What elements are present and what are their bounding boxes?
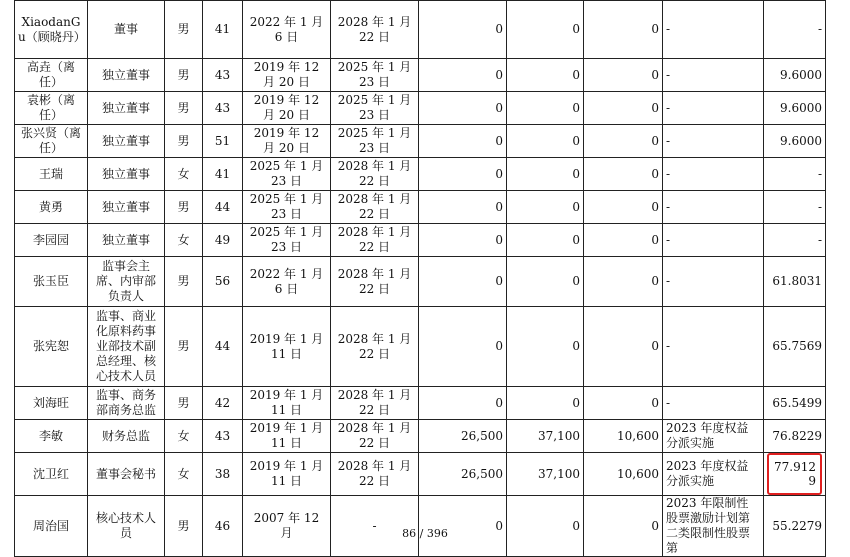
- age-cell: 46: [203, 496, 243, 557]
- table-row: [15, 307, 826, 387]
- share-change-cell: 10,600: [584, 420, 663, 453]
- term-start-cell: 2022 年 1 月 6 日: [243, 257, 331, 307]
- change-reason-cell: -: [663, 307, 764, 387]
- shares-end-cell: 0: [507, 387, 584, 420]
- term-end-cell: 2028 年 1 月 22 日: [331, 257, 419, 307]
- compensation-cell: 65.7569: [764, 307, 826, 387]
- term-end-cell: 2028 年 1 月 22 日: [331, 387, 419, 420]
- share-change-cell: 0: [584, 92, 663, 125]
- shares-end-cell: 0: [507, 257, 584, 307]
- age-cell: 43: [203, 420, 243, 453]
- gender-cell: 女: [165, 158, 203, 191]
- person-name-cell: 黄勇: [15, 191, 88, 224]
- shares-end-cell: 37,100: [507, 420, 584, 453]
- table-row: [15, 92, 826, 125]
- person-name-cell: 沈卫红: [15, 453, 88, 496]
- term-end-cell: 2028 年 1 月 22 日: [331, 453, 419, 496]
- term-start-cell: 2025 年 1 月 23 日: [243, 158, 331, 191]
- term-end-cell: 2028 年 1 月 22 日: [331, 191, 419, 224]
- share-change-cell: 0: [584, 307, 663, 387]
- title-cell: 独立董事: [88, 158, 165, 191]
- title-cell: 独立董事: [88, 191, 165, 224]
- share-change-cell: 0: [584, 387, 663, 420]
- table-row: [15, 1, 826, 59]
- term-end-cell: 2025 年 1 月 23 日: [331, 125, 419, 158]
- shares-begin-cell: 0: [419, 191, 507, 224]
- change-reason-cell: -: [663, 387, 764, 420]
- table-row: [15, 59, 826, 92]
- share-change-cell: 10,600: [584, 453, 663, 496]
- person-name-cell: 高垚（离任）: [15, 59, 88, 92]
- age-cell: 43: [203, 59, 243, 92]
- table-row: [15, 158, 826, 191]
- table-row: [15, 420, 826, 453]
- highlighted-compensation: 77.9129: [767, 453, 822, 495]
- term-start-cell: 2019 年 1 月 11 日: [243, 387, 331, 420]
- term-end-cell: 2028 年 1 月 22 日: [331, 224, 419, 257]
- term-end-cell: -: [331, 496, 419, 557]
- person-name-cell: XiaodanGu（顾晓丹）: [15, 1, 88, 59]
- shares-end-cell: 0: [507, 307, 584, 387]
- age-cell: 42: [203, 387, 243, 420]
- shares-end-cell: 0: [507, 125, 584, 158]
- share-change-cell: 0: [584, 125, 663, 158]
- age-cell: 51: [203, 125, 243, 158]
- table-row: [15, 496, 826, 557]
- change-reason-cell: 2023 年限制性股票激励计划第二类限制性股票第: [663, 496, 764, 557]
- term-start-cell: 2019 年 12 月 20 日: [243, 92, 331, 125]
- change-reason-cell: -: [663, 92, 764, 125]
- age-cell: 56: [203, 257, 243, 307]
- compensation-cell: 65.5499: [764, 387, 826, 420]
- share-change-cell: 0: [584, 59, 663, 92]
- shares-begin-cell: 26,500: [419, 420, 507, 453]
- title-cell: 独立董事: [88, 125, 165, 158]
- age-cell: 44: [203, 191, 243, 224]
- change-reason-cell: -: [663, 158, 764, 191]
- compensation-cell: 76.8229: [764, 420, 826, 453]
- compensation-cell: -: [764, 224, 826, 257]
- gender-cell: 女: [165, 224, 203, 257]
- term-end-cell: 2025 年 1 月 23 日: [331, 92, 419, 125]
- change-reason-cell: -: [663, 224, 764, 257]
- table-row: [15, 257, 826, 307]
- table-row: [15, 224, 826, 257]
- compensation-cell: [764, 453, 826, 496]
- person-name-cell: 张玉臣: [15, 257, 88, 307]
- title-cell: 独立董事: [88, 59, 165, 92]
- table-row: [15, 125, 826, 158]
- title-cell: 核心技术人员: [88, 496, 165, 557]
- term-start-cell: 2007 年 12 月: [243, 496, 331, 557]
- gender-cell: 男: [165, 59, 203, 92]
- gender-cell: 女: [165, 453, 203, 496]
- term-end-cell: 2028 年 1 月 22 日: [331, 307, 419, 387]
- gender-cell: 男: [165, 1, 203, 59]
- term-start-cell: 2019 年 1 月 11 日: [243, 420, 331, 453]
- person-name-cell: 周治国: [15, 496, 88, 557]
- title-cell: 董事: [88, 1, 165, 59]
- person-name-cell: 刘海旺: [15, 387, 88, 420]
- shares-begin-cell: 0: [419, 257, 507, 307]
- shares-end-cell: 0: [507, 158, 584, 191]
- compensation-cell: 9.6000: [764, 125, 826, 158]
- term-start-cell: 2025 年 1 月 23 日: [243, 224, 331, 257]
- age-cell: 38: [203, 453, 243, 496]
- person-name-cell: 李园园: [15, 224, 88, 257]
- compensation-cell: 9.6000: [764, 59, 826, 92]
- change-reason-cell: 2023 年度权益分派实施: [663, 420, 764, 453]
- share-change-cell: 0: [584, 496, 663, 557]
- shares-end-cell: 0: [507, 224, 584, 257]
- shares-begin-cell: 0: [419, 307, 507, 387]
- gender-cell: 男: [165, 92, 203, 125]
- compensation-cell: 61.8031: [764, 257, 826, 307]
- shares-begin-cell: 0: [419, 496, 507, 557]
- table-row: [15, 191, 826, 224]
- person-name-cell: 张兴贤（离任）: [15, 125, 88, 158]
- gender-cell: 男: [165, 387, 203, 420]
- shares-end-cell: 0: [507, 191, 584, 224]
- shares-begin-cell: 0: [419, 125, 507, 158]
- gender-cell: 男: [165, 257, 203, 307]
- term-start-cell: 2025 年 1 月 23 日: [243, 191, 331, 224]
- share-change-cell: 0: [584, 257, 663, 307]
- shares-end-cell: 37,100: [507, 453, 584, 496]
- person-name-cell: 袁彬（离任）: [15, 92, 88, 125]
- age-cell: 44: [203, 307, 243, 387]
- gender-cell: 男: [165, 191, 203, 224]
- share-change-cell: 0: [584, 1, 663, 59]
- shares-begin-cell: 0: [419, 224, 507, 257]
- age-cell: 41: [203, 1, 243, 59]
- officer-table: [14, 0, 826, 557]
- gender-cell: 男: [165, 496, 203, 557]
- shares-end-cell: 0: [507, 1, 584, 59]
- title-cell: 董事会秘书: [88, 453, 165, 496]
- table-row: [15, 387, 826, 420]
- shares-begin-cell: 0: [419, 59, 507, 92]
- shares-begin-cell: 0: [419, 92, 507, 125]
- age-cell: 43: [203, 92, 243, 125]
- term-start-cell: 2019 年 1 月 11 日: [243, 307, 331, 387]
- shares-end-cell: 0: [507, 59, 584, 92]
- share-change-cell: 0: [584, 191, 663, 224]
- page-number: 86 / 396: [402, 527, 448, 540]
- title-cell: 独立董事: [88, 92, 165, 125]
- shares-begin-cell: 0: [419, 158, 507, 191]
- gender-cell: 男: [165, 125, 203, 158]
- table-body: [15, 1, 826, 557]
- title-cell: 监事、商业化原料药事业部技术副总经理、核心技术人员: [88, 307, 165, 387]
- age-cell: 41: [203, 158, 243, 191]
- compensation-cell: 55.2279: [764, 496, 826, 557]
- term-start-cell: 2019 年 12 月 20 日: [243, 59, 331, 92]
- change-reason-cell: -: [663, 125, 764, 158]
- shares-begin-cell: 26,500: [419, 453, 507, 496]
- shares-begin-cell: 0: [419, 1, 507, 59]
- title-cell: 监事、商务部商务总监: [88, 387, 165, 420]
- shares-end-cell: 0: [507, 92, 584, 125]
- person-name-cell: 王瑞: [15, 158, 88, 191]
- term-end-cell: 2028 年 1 月 22 日: [331, 420, 419, 453]
- term-start-cell: 2019 年 1 月 11 日: [243, 453, 331, 496]
- person-name-cell: 李敏: [15, 420, 88, 453]
- compensation-cell: 9.6000: [764, 92, 826, 125]
- compensation-cell: -: [764, 158, 826, 191]
- change-reason-cell: -: [663, 59, 764, 92]
- person-name-cell: 张宪恕: [15, 307, 88, 387]
- term-end-cell: 2025 年 1 月 23 日: [331, 59, 419, 92]
- gender-cell: 女: [165, 420, 203, 453]
- table-row: [15, 453, 826, 496]
- change-reason-cell: -: [663, 191, 764, 224]
- term-end-cell: 2028 年 1 月 22 日: [331, 1, 419, 59]
- compensation-cell: -: [764, 191, 826, 224]
- title-cell: 财务总监: [88, 420, 165, 453]
- change-reason-cell: -: [663, 257, 764, 307]
- title-cell: 监事会主席、内审部负责人: [88, 257, 165, 307]
- change-reason-cell: 2023 年度权益分派实施: [663, 453, 764, 496]
- term-end-cell: 2028 年 1 月 22 日: [331, 158, 419, 191]
- age-cell: 49: [203, 224, 243, 257]
- term-start-cell: 2019 年 12 月 20 日: [243, 125, 331, 158]
- compensation-cell: -: [764, 1, 826, 59]
- share-change-cell: 0: [584, 158, 663, 191]
- shares-begin-cell: 0: [419, 387, 507, 420]
- title-cell: 独立董事: [88, 224, 165, 257]
- share-change-cell: 0: [584, 224, 663, 257]
- shares-end-cell: 0: [507, 496, 584, 557]
- gender-cell: 男: [165, 307, 203, 387]
- change-reason-cell: -: [663, 1, 764, 59]
- term-start-cell: 2022 年 1 月 6 日: [243, 1, 331, 59]
